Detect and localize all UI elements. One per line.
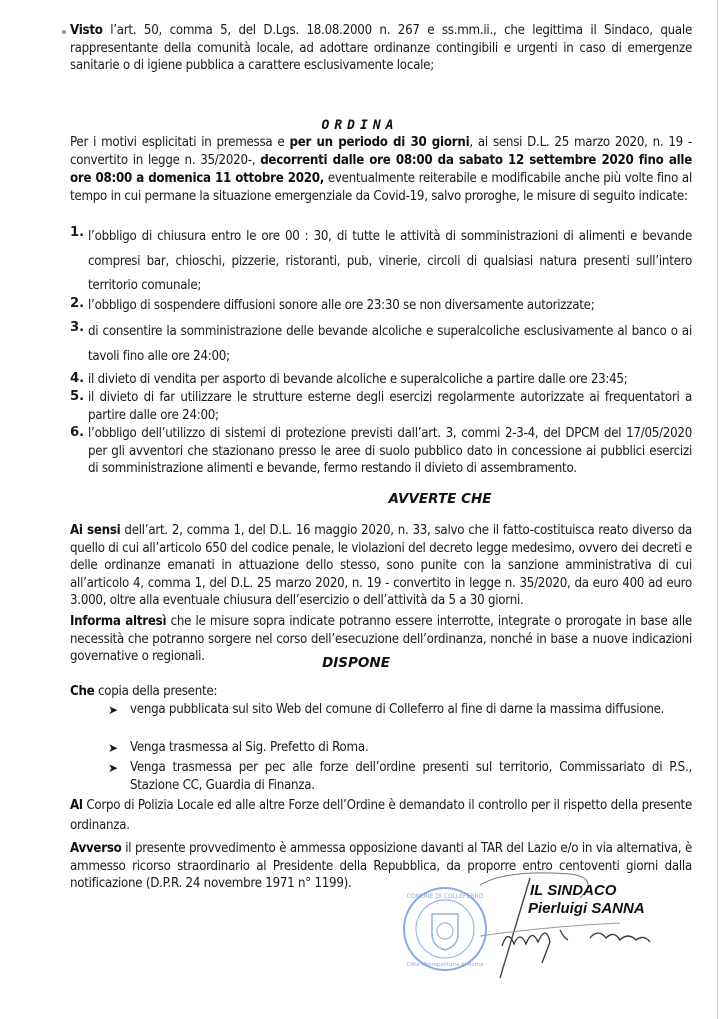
ordina-heading: ORDINA [321,118,399,133]
ordina-item: l’obbligo di sospendere diffusioni sonore alle ore 23:30 se non diversamente autorizzate; [88,298,595,313]
dispone-bullet: Venga trasmessa al Sig. Prefetto di Roma. [130,740,369,755]
visto-text: l’art. 50, comma 5, del D.Lgs. 18.08.2000 n. 267 e ss.mm.ii., che legittima il Sindaco, quale rappresentante della comunità locale, ad adottare ordinanze contingibili e urgenti in caso di emergenze sanitarie o di igiene pubblica a carattere esclusivamente locale; [70,23,692,73]
avverte-paragraph [70,522,692,610]
item-number: 1. [70,225,85,240]
ordina-item: il divieto di far utilizzare le strutture esterne degli esercizi regolarmente autorizzate ai frequentatori a partire dalle ore 24:00; [88,390,692,423]
dispone-bullet: Venga trasmessa per pec alle forze dell’ordine presenti sul territorio, Commissariato di P.S., Stazione CC, Guardia di Finanza. [130,760,692,793]
dispone-bullet: venga pubblicata sul sito Web del comune di Colleferro al fine di darne la massima diffusione. [130,702,665,717]
informa-text: che le misure sopra indicate potranno essere interrotte, integrate o prorogate in base alle necessità che potranno sorgere nel corso dell’esecuzione dell’ordinanza, nonché in base a nuove indicazioni governative o regionali. [70,614,692,664]
page-edge [717,0,718,1019]
arrow-bullet-icon: ➤ [108,703,119,717]
ordina-period: per un periodo di 30 giorni [289,135,470,150]
ordina-item: l’obbligo di chiusura entro le ore 00 : 30, di tutte le attività di somministrazioni di alimenti e bevande compresi bar, chioschi, pizzerie, ristoranti, pub, vinerie, circoli di qualsiasi natura presenti sull’intero territorio comunale; [88,229,692,293]
avverso-text: il presente provvedimento è ammessa opposizione davanti al TAR del Lazio e/o in via alternativa, è ammesso ricorso straordinario al Presidente della Repubblica, da proporre entro centoventi giorni dalla notificazione (D.P.R. 24 novembre 1971 n° 1199). [70,841,692,891]
bullet-mark [62,30,66,34]
dispone-heading: DISPONE [322,655,390,671]
signatory-name: Pierluigi SANNA [528,900,645,917]
item-number: 4. [70,371,85,386]
ordina-text-mid: , ai sensi D.L. 25 marzo 2020, n. 19 - convertito in legge n. 35/2020-, [70,135,692,168]
signatory-title: IL SINDACO [530,882,617,899]
che-text: copia della presente: [94,684,218,699]
ordina-text-start: Per i motivi esplicitati in premessa e [70,135,290,150]
ordina-paragraph [70,134,692,206]
che-lead: Che [70,684,95,699]
item-number: 6. [70,425,85,440]
item-number: 5. [70,389,85,404]
ordina-item: di consentire la somministrazione delle bevande alcoliche e superalcoliche esclusivamente al banco o ai tavoli fino alle ore 24:00; [88,324,692,364]
avverte-heading: AVVERTE CHE [388,491,492,507]
che-paragraph [70,683,692,701]
svg-text:Citta Metropolitana di Roma: Citta Metropolitana di Roma [406,962,484,968]
avverso-lead: Avverso [70,841,122,856]
avverte-text: dell’art. 2, comma 1, del D.L. 16 maggio 2020, n. 33, salvo che il fatto-costituisca reato diverso da quello di cui all’articolo 650 del codice penale, le violazioni del decreto legge medesimo, ovvero dei decreti e delle ordinanze emanati in attuazione dello stesso, sono punite con la sanzione amministrativa di cui all’articolo 4, comma 1, del D.L. 25 marzo 2020, n. 19 - convertito in legge n. 35/2020, da euro 400 ad euro 3.000, oltre alla eventuale chiusura dell’esercizio o dell’attività da 5 a 30 giorni. [70,523,692,608]
ordina-item: l’obbligo dell’utilizzo di sistemi di protezione previsti dall’art. 3, commi 2-3-4, del DPCM del 17/05/2020 per gli avventori che stazionano presso le aree di suolo pubblico dato in concessione ai pubblici esercizi di somministrazione alimenti e bevande, fermo restando il divieto di assembramento. [88,426,692,476]
avverte-lead: Ai sensi [70,523,121,538]
arrow-bullet-icon: ➤ [108,761,119,775]
item-number: 2. [70,296,85,311]
al-paragraph [70,796,692,836]
ordina-item: il divieto di vendita per asporto di bevande alcoliche e superalcoliche a partire dalle ore 23:45; [88,372,628,387]
ordina-text-end: eventualmente reiterabile e modificabile anche più volte fino al tempo in cui permane la situazione emergenziale da Covid-19, salvo proroghe, le misure di seguito indicate: [70,171,692,204]
item-number: 3. [70,320,85,335]
al-text: Corpo di Polizia Locale ed alle altre Forze dell’Ordine è demandato il controllo per il rispetto della presente ordinanza. [70,798,692,833]
municipal-stamp [402,886,488,972]
informa-lead: Informa altresì [70,614,167,629]
al-lead: Al [70,798,83,813]
arrow-bullet-icon: ➤ [108,741,119,755]
visto-lead: Visto [70,23,103,38]
svg-text:COMUNE DI COLLEFERRO: COMUNE DI COLLEFERRO [406,893,484,900]
ordina-dates: decorrenti dalle ore 08:00 da sabato 12 settembre 2020 fino alle ore 08:00 a domenica 11 ottobre 2020, [70,153,692,186]
visto-paragraph [70,22,692,75]
